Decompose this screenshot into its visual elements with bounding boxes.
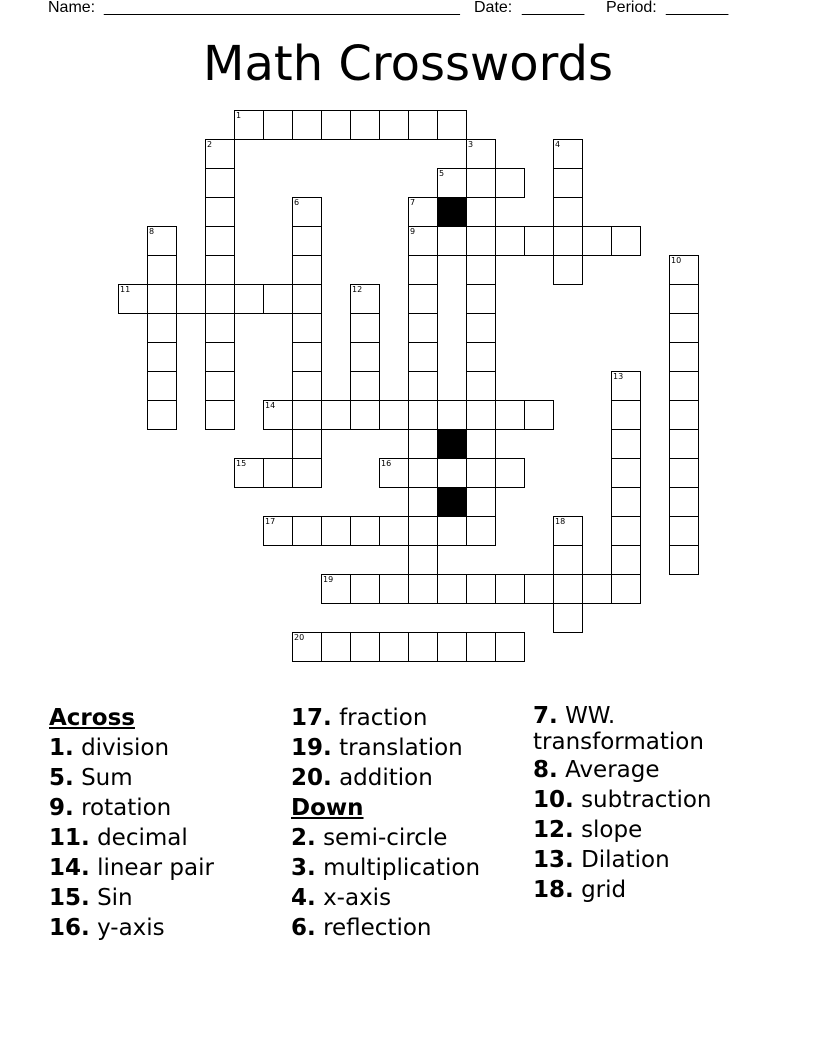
- crossword-cell[interactable]: [466, 255, 496, 285]
- crossword-cell[interactable]: [292, 516, 322, 546]
- crossword-cell[interactable]: [292, 284, 322, 314]
- crossword-cell[interactable]: [292, 371, 322, 401]
- clue-across-17: 17. fraction: [291, 705, 428, 731]
- clues-column-3: [533, 703, 763, 905]
- crossword-cell[interactable]: [582, 574, 612, 604]
- crossword-cell[interactable]: [669, 400, 699, 430]
- crossword-cell[interactable]: [524, 574, 554, 604]
- crossword-cell[interactable]: [263, 284, 293, 314]
- clue-number: 8: [149, 227, 155, 236]
- crossword-cell[interactable]: [669, 342, 699, 372]
- crossword-cell[interactable]: [669, 371, 699, 401]
- crossword-cell[interactable]: [321, 516, 351, 546]
- clue-across-14: 14. linear pair: [49, 855, 214, 881]
- clue-number: 20: [294, 633, 305, 642]
- crossword-cell[interactable]: [292, 429, 322, 459]
- clue-number: 16: [381, 459, 392, 468]
- crossword-cell[interactable]: [524, 226, 554, 256]
- crossword-cell[interactable]: [408, 371, 438, 401]
- crossword-cell[interactable]: [553, 197, 583, 227]
- crossword-cell[interactable]: [147, 371, 177, 401]
- crossword-cell[interactable]: [553, 168, 583, 198]
- clue-down-4: 4. x-axis: [291, 885, 392, 911]
- crossword-cell[interactable]: [408, 487, 438, 517]
- crossword-cell[interactable]: [350, 284, 380, 314]
- crossword-cell[interactable]: [408, 110, 438, 140]
- crossword-cell[interactable]: [147, 313, 177, 343]
- crossword-cell[interactable]: [553, 603, 583, 633]
- crossword-cell[interactable]: [292, 313, 322, 343]
- crossword-cell[interactable]: [205, 371, 235, 401]
- crossword-cell[interactable]: [611, 226, 641, 256]
- clue-across-5: 5. Sum: [49, 765, 133, 791]
- clue-number: 11: [120, 285, 131, 294]
- crossword-cell[interactable]: [495, 226, 525, 256]
- crossword-cell[interactable]: [292, 400, 322, 430]
- crossword-cell[interactable]: [350, 313, 380, 343]
- crossword-cell[interactable]: [553, 545, 583, 575]
- crossword-cell[interactable]: [176, 284, 206, 314]
- crossword-cell[interactable]: [553, 516, 583, 546]
- crossword-cell[interactable]: [379, 110, 409, 140]
- crossword-cell[interactable]: [611, 458, 641, 488]
- crossword-cell[interactable]: [437, 110, 467, 140]
- crossword-cell[interactable]: [611, 487, 641, 517]
- clue-number: 18: [555, 517, 566, 526]
- crossword-cell[interactable]: [669, 516, 699, 546]
- crossword-cell[interactable]: [437, 168, 467, 198]
- crossword-cell[interactable]: [611, 574, 641, 604]
- clue-number: 4: [555, 140, 561, 149]
- crossword-cell[interactable]: [292, 110, 322, 140]
- crossword-cell[interactable]: [350, 574, 380, 604]
- crossword-cell[interactable]: [408, 284, 438, 314]
- crossword-cell[interactable]: [466, 487, 496, 517]
- clue-number: 10: [671, 256, 682, 265]
- crossword-cell[interactable]: [437, 458, 467, 488]
- crossword-cell[interactable]: [611, 371, 641, 401]
- black-cell: [437, 487, 467, 517]
- crossword-cell[interactable]: [350, 632, 380, 662]
- crossword-cell[interactable]: [292, 342, 322, 372]
- crossword-cell[interactable]: [205, 139, 235, 169]
- crossword-cell[interactable]: [611, 400, 641, 430]
- clue-down-2: 2. semi-circle: [291, 825, 448, 851]
- across-heading: Across: [49, 705, 135, 731]
- crossword-cell[interactable]: [147, 284, 177, 314]
- crossword-cell[interactable]: [669, 487, 699, 517]
- black-cell: [437, 197, 467, 227]
- crossword-cell[interactable]: [466, 632, 496, 662]
- crossword-cell[interactable]: [524, 400, 554, 430]
- crossword-cell[interactable]: [350, 516, 380, 546]
- crossword-cell[interactable]: [408, 226, 438, 256]
- clue-across-19: 19. translation: [291, 735, 463, 761]
- crossword-cell[interactable]: [466, 429, 496, 459]
- page-title: Math Crosswords: [203, 36, 613, 92]
- crossword-cell[interactable]: [408, 458, 438, 488]
- crossword-cell[interactable]: [350, 110, 380, 140]
- crossword-cell[interactable]: [495, 632, 525, 662]
- crossword-cell[interactable]: [408, 197, 438, 227]
- crossword-cell[interactable]: [466, 371, 496, 401]
- clue-down-8: 8. Average: [533, 757, 660, 783]
- clue-down-10: 10. subtraction: [533, 787, 712, 813]
- crossword-cell[interactable]: [408, 574, 438, 604]
- crossword-cell[interactable]: [321, 400, 351, 430]
- crossword-cell[interactable]: [321, 574, 351, 604]
- date-blank[interactable]: _______: [522, 0, 585, 16]
- crossword-cell[interactable]: [263, 516, 293, 546]
- crossword-cell[interactable]: [350, 371, 380, 401]
- crossword-cell[interactable]: [669, 458, 699, 488]
- clue-number: 13: [613, 372, 624, 381]
- crossword-cell[interactable]: [437, 226, 467, 256]
- crossword-cell[interactable]: [205, 284, 235, 314]
- crossword-cell[interactable]: [611, 429, 641, 459]
- crossword-cell[interactable]: [379, 458, 409, 488]
- clue-number: 7: [410, 198, 416, 207]
- crossword-cell[interactable]: [466, 342, 496, 372]
- clue-down-7: 7. WW. transformation: [533, 703, 704, 755]
- crossword-cell[interactable]: [408, 255, 438, 285]
- crossword-cell[interactable]: [669, 284, 699, 314]
- crossword-cell[interactable]: [408, 516, 438, 546]
- crossword-cell[interactable]: [611, 516, 641, 546]
- crossword-cell[interactable]: [466, 458, 496, 488]
- clue-number: 3: [468, 140, 474, 149]
- crossword-cell[interactable]: [350, 400, 380, 430]
- clue-number: 1: [236, 111, 242, 120]
- clues-column-1: [49, 703, 214, 943]
- crossword-cell[interactable]: [437, 516, 467, 546]
- clue-across-11: 11. decimal: [49, 825, 188, 851]
- name-label: Name:: [48, 0, 96, 16]
- crossword-cell[interactable]: [553, 255, 583, 285]
- black-cell: [437, 429, 467, 459]
- crossword-cell[interactable]: [553, 226, 583, 256]
- clue-number: 14: [265, 401, 276, 410]
- crossword-cell[interactable]: [466, 168, 496, 198]
- crossword-cell[interactable]: [263, 458, 293, 488]
- crossword-cell[interactable]: [379, 516, 409, 546]
- crossword-cell[interactable]: [466, 313, 496, 343]
- crossword-cell[interactable]: [321, 110, 351, 140]
- clue-across-1: 1. division: [49, 735, 170, 761]
- crossword-cell[interactable]: [408, 632, 438, 662]
- crossword-cell[interactable]: [495, 458, 525, 488]
- crossword-cell[interactable]: [147, 255, 177, 285]
- clue-number: 19: [323, 575, 334, 584]
- crossword-cell[interactable]: [205, 168, 235, 198]
- clue-down-13: 13. Dilation: [533, 847, 670, 873]
- crossword-cell[interactable]: [292, 632, 322, 662]
- crossword-cell[interactable]: [379, 574, 409, 604]
- crossword-cell[interactable]: [553, 139, 583, 169]
- name-blank[interactable]: ________________________________________: [104, 0, 460, 16]
- crossword-cell[interactable]: [205, 313, 235, 343]
- crossword-cell[interactable]: [495, 400, 525, 430]
- clue-number: 2: [207, 140, 213, 149]
- down-heading: Down: [291, 795, 364, 821]
- clue-down-18: 18. grid: [533, 877, 627, 903]
- crossword-cell[interactable]: [466, 284, 496, 314]
- clue-number: 5: [439, 169, 445, 178]
- crossword-cell[interactable]: [466, 574, 496, 604]
- crossword-cell[interactable]: [292, 197, 322, 227]
- crossword-cell[interactable]: [147, 226, 177, 256]
- period-blank[interactable]: _______: [666, 0, 729, 16]
- crossword-cell[interactable]: [553, 574, 583, 604]
- crossword-cell[interactable]: [669, 255, 699, 285]
- crossword-cell[interactable]: [408, 429, 438, 459]
- crossword-cell[interactable]: [408, 545, 438, 575]
- crossword-cell[interactable]: [147, 342, 177, 372]
- clue-across-15: 15. Sin: [49, 885, 133, 911]
- date-label: Date:: [474, 0, 513, 16]
- clue-number: 9: [410, 227, 416, 236]
- clue-across-20: 20. addition: [291, 765, 433, 791]
- crossword-cell[interactable]: [669, 313, 699, 343]
- crossword-cell[interactable]: [147, 400, 177, 430]
- crossword-cell[interactable]: [118, 284, 148, 314]
- crossword-cell[interactable]: [205, 255, 235, 285]
- crossword-cell[interactable]: [437, 632, 467, 662]
- clue-number: 6: [294, 198, 300, 207]
- clue-down-6: 6. reflection: [291, 915, 432, 941]
- crossword-cell[interactable]: [292, 255, 322, 285]
- crossword-cell[interactable]: [292, 458, 322, 488]
- crossword-cell[interactable]: [263, 400, 293, 430]
- clues-column-2: [291, 703, 480, 943]
- crossword-cell[interactable]: [495, 168, 525, 198]
- crossword-cell[interactable]: [292, 226, 322, 256]
- crossword-cell[interactable]: [669, 545, 699, 575]
- crossword-cell[interactable]: [669, 429, 699, 459]
- crossword-cell[interactable]: [205, 400, 235, 430]
- clue-down-3: 3. multiplication: [291, 855, 481, 881]
- crossword-cell[interactable]: [408, 400, 438, 430]
- clue-across-9: 9. rotation: [49, 795, 172, 821]
- crossword-cell[interactable]: [321, 632, 351, 662]
- crossword-cell[interactable]: [466, 400, 496, 430]
- crossword-cell[interactable]: [350, 342, 380, 372]
- crossword-cell[interactable]: [466, 139, 496, 169]
- crossword-cell[interactable]: [263, 110, 293, 140]
- crossword-cell[interactable]: [205, 197, 235, 227]
- crossword-cell[interactable]: [408, 313, 438, 343]
- crossword-cell[interactable]: [234, 458, 264, 488]
- crossword-cell[interactable]: [466, 226, 496, 256]
- crossword-cell[interactable]: [408, 342, 438, 372]
- crossword-cell[interactable]: [466, 197, 496, 227]
- crossword-cell[interactable]: [234, 110, 264, 140]
- crossword-cell[interactable]: [205, 226, 235, 256]
- crossword-cell[interactable]: [437, 574, 467, 604]
- clue-down-12: 12. slope: [533, 817, 643, 843]
- clue-number: 12: [352, 285, 363, 294]
- crossword-cell[interactable]: [582, 226, 612, 256]
- clue-number: 15: [236, 459, 247, 468]
- crossword-cell[interactable]: [205, 342, 235, 372]
- crossword-cell[interactable]: [234, 284, 264, 314]
- crossword-cell[interactable]: [437, 400, 467, 430]
- crossword-cell[interactable]: [611, 545, 641, 575]
- crossword-cell[interactable]: [466, 516, 496, 546]
- clue-across-16: 16. y-axis: [49, 915, 165, 941]
- crossword-cell[interactable]: [379, 400, 409, 430]
- crossword-cell[interactable]: [379, 632, 409, 662]
- period-label: Period:: [606, 0, 657, 16]
- crossword-cell[interactable]: [495, 574, 525, 604]
- clue-number: 17: [265, 517, 276, 526]
